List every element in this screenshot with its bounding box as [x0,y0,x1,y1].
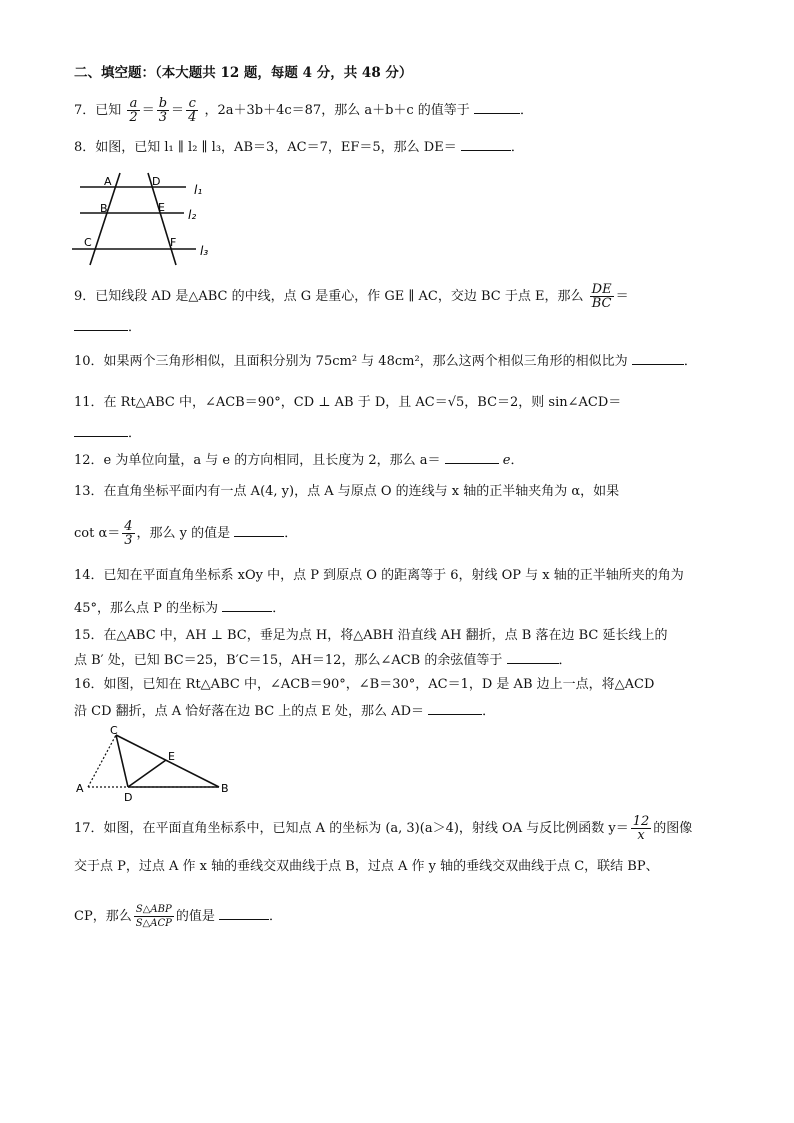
label-D: D [124,791,133,804]
question-14-cont: 45°，那么点 P 的坐标为 ． [74,598,285,619]
label-F: F [170,236,177,249]
q11-answer-blank[interactable] [74,423,128,437]
q16-triangle-figure [76,724,236,804]
q7-middle: ，2a＋3b＋4c＝87，那么 a＋b＋c 的值等于 [204,103,470,118]
question-7: 7．已知 $\frac{a}{2}$ ＝ $\frac{b}{3}$ ＝ $\frac{c}{4}$ ，2a＋3b＋4c＝87，那么 a＋b＋c 的值等于 ． [74,96,533,125]
question-14 [74,566,684,586]
q17-area-frac: $\frac{\text{S△ABP}}{\text{S△ACP}}$ [135,904,172,929]
q12-answer-blank[interactable] [445,450,499,464]
label-A: A [76,782,84,795]
question-15 [74,626,667,646]
q10-answer-blank[interactable] [632,351,684,365]
q7-frac-a: $\frac{a}{2}$ [129,96,138,125]
question-10: 10．如果两个三角形相似，且面积分别为 75cm² 与 48cm²，那么这两个相似三角形的相似比为 ． [74,351,697,372]
q13-line1: 13．在直角坐标平面内有一点 A(4, y)，点 A 与原点 O 的连线与 x 轴的正半轴夹角为 α，如果 [74,484,620,499]
question-11-cont: ． [74,423,141,444]
question-13-cont: cot α＝ $\frac{4}{3}$ ，那么 y 的值是 ． [74,519,298,548]
q8-text: 8．如图，已知 l₁ ∥ l₂ ∥ l₃，AB＝3，AC＝7，EF＝5，那么 DE＝ [74,140,457,155]
question-16-cont: 沿 CD 翻折，点 A 恰好落在边 BC 上的点 E 处，那么 AD＝ ． [74,701,495,722]
q15-answer-blank[interactable] [507,650,559,664]
question-11 [74,393,621,413]
q13-frac: $\frac{4}{3}$ [124,519,133,548]
question-12: 12．e 为单位向量，a 与 e 的方向相同，且长度为 2，那么 a＝ e． [74,450,524,471]
q13-answer-blank[interactable] [234,523,284,537]
label-C: C [110,724,118,737]
q17-answer-blank[interactable] [219,906,269,920]
question-15-cont: 点 B′ 处，已知 BC＝25，B′C＝15，AH＝12，那么∠ACB 的余弦值等于 ． [74,650,572,671]
q16-line1: 16．如图，已知在 Rt△ABC 中，∠ACB＝90°，∠B＝30°，AC＝1，D 是 AB 边上一点，将△ACD [74,677,655,692]
label-B: B [221,782,229,795]
dashed-ac [88,735,116,787]
question-13 [74,482,619,502]
label-D: D [152,175,161,188]
q7-prefix: 7．已知 [74,103,122,118]
label-l3: l₃ [200,244,209,258]
question-16 [74,675,654,695]
q15-line1: 15．在△ABC 中，AH ⊥ BC，垂足为点 H，将△ABH 沿直线 AH 翻折，点 B 落在边 BC 延长线上的 [74,628,668,643]
q10-text: 10．如果两个三角形相似，且面积分别为 75cm² 与 48cm²，那么这两个相似三角形的相似比为 [74,354,628,369]
q9-frac: $\frac{DE}{BC}$ [591,282,612,311]
q11-text: 11．在 Rt△ABC 中，∠ACB＝90°，CD ⊥ AB 于 D，且 AC＝√5，BC＝2，则 sin∠ACD＝ [74,395,622,410]
q9-text: 9．已知线段 AD 是△ABC 的中线，点 G 是重心，作 GE ∥ AC，交边 BC 于点 E，那么 [74,289,584,304]
label-l2: l₂ [188,208,197,222]
q7-frac-b: $\frac{b}{3}$ [158,96,168,125]
q14-line1: 14．已知在平面直角坐标系 xOy 中，点 P 到原点 O 的距离等于 6，射线 OP 与 x 轴的正半轴所夹的角为 [74,568,684,583]
q12-text: 12．e 为单位向量，a 与 e 的方向相同，且长度为 2，那么 a＝ [74,453,441,468]
question-17-line3: CP，那么 $\frac{\text{S△ABP}}{\text{S△ACP}}$ 的值是 ． [74,904,283,929]
question-9-cont: ． [74,317,141,338]
question-17: 17．如图，在平面直角坐标系中，已知点 A 的坐标为 (a, 3)(a＞4)，射线 OA 与反比例函数 y＝ $\frac{12}{x}$ 的图像 [74,814,693,843]
q7-answer-blank[interactable] [474,100,520,114]
q16-answer-blank[interactable] [428,701,482,715]
q8-parallel-lines-figure [66,167,226,267]
section-heading: 二、填空题：（本大题共 12 题，每题 4 分，共 48 分） [74,65,413,81]
q17-line1: 17．如图，在平面直角坐标系中，已知点 A 的坐标为 (a, 3)(a＞4)，射线 OA 与反比例函数 y＝ [74,821,629,836]
question-8: 8．如图，已知 l₁ ∥ l₂ ∥ l₃，AB＝3，AC＝7，EF＝5，那么 DE＝ ． [74,137,524,158]
label-l1: l₁ [194,183,203,197]
q9-answer-blank[interactable] [74,317,128,331]
label-E: E [158,201,165,214]
segment-cd [116,735,128,787]
segment-de [128,760,166,787]
label-C: C [84,236,92,249]
question-9: 9．已知线段 AD 是△ABC 的中线，点 G 是重心，作 GE ∥ AC，交边 BC 于点 E，那么 $\frac{DE}{BC}$ ＝ [74,282,629,311]
q8-answer-blank[interactable] [461,137,511,151]
label-A: A [104,175,112,188]
question-17-line2: 交于点 P，过点 A 作 x 轴的垂线交双曲线于点 B，过点 A 作 y 轴的垂线交双曲线于点 C，联结 BP、 [74,859,659,874]
q7-frac-c: $\frac{c}{4}$ [188,96,197,125]
q17-frac: $\frac{12}{x}$ [632,814,650,843]
q14-answer-blank[interactable] [222,598,272,612]
label-E: E [168,750,175,763]
label-B: B [100,202,108,215]
